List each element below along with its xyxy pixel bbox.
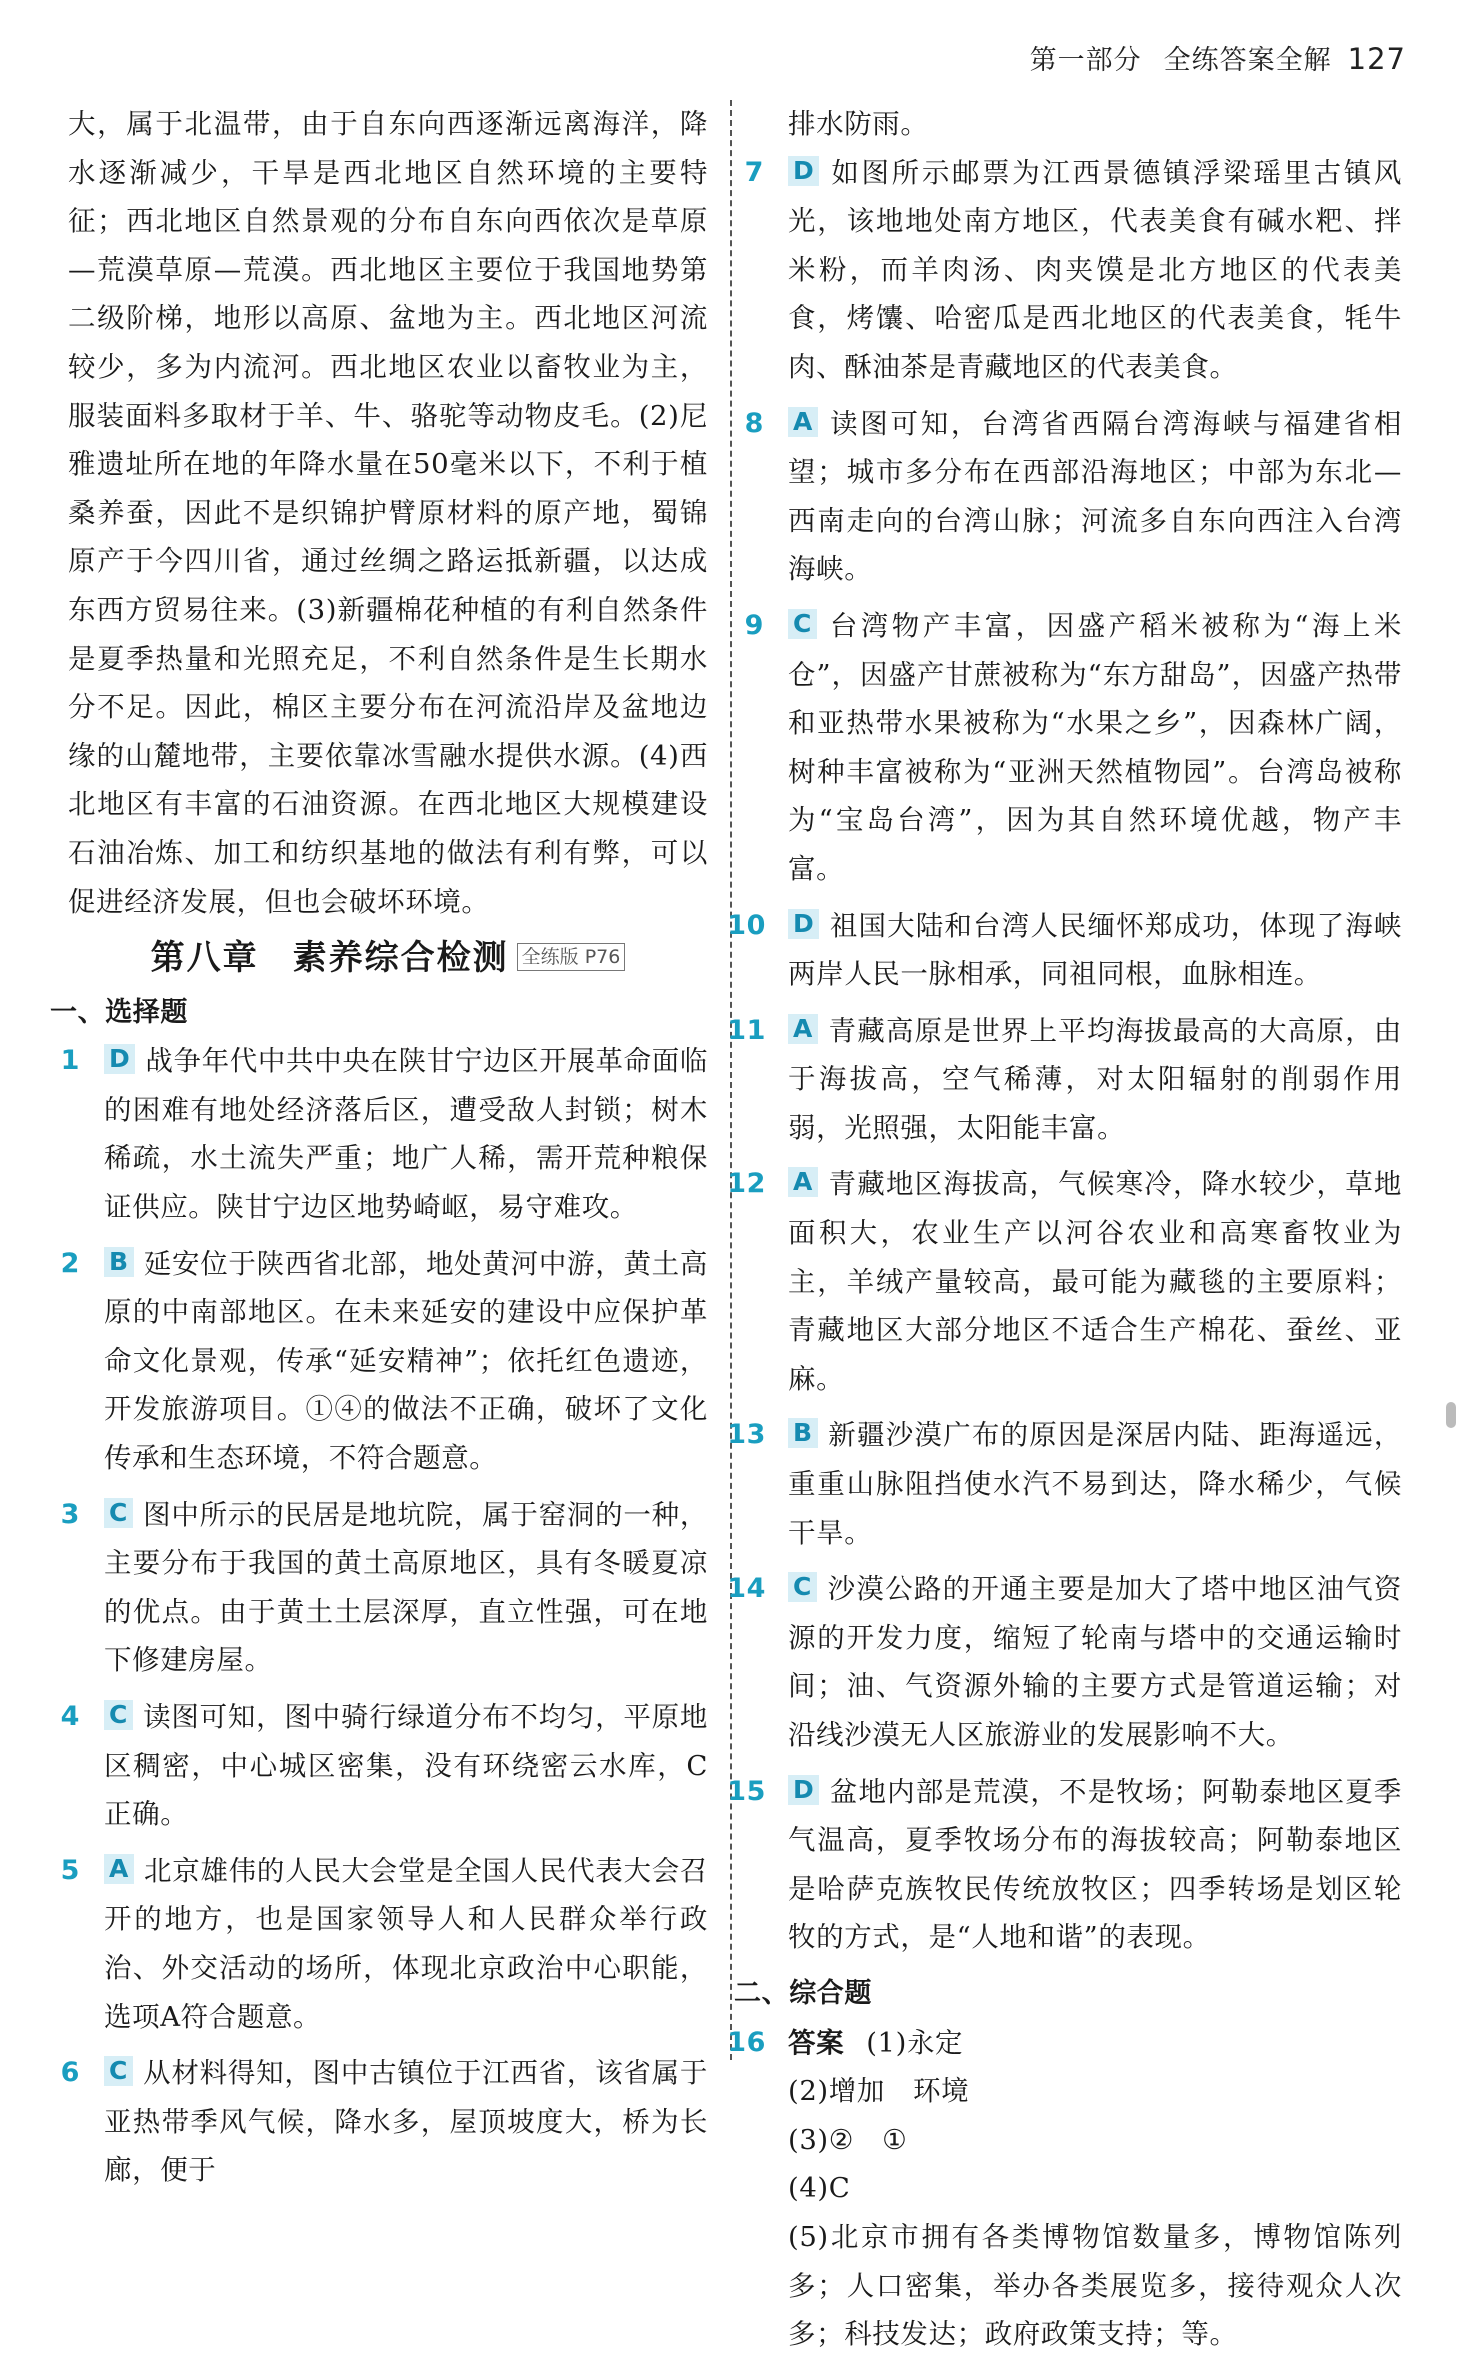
answer-explanation: 战争年代中共中央在陕甘宁边区开展革命面临的困难有地处经济落后区，遭受敌人封锁；树木稀疏，水土流失严重；地广人稀，需开荒种粮保证供应。陕甘宁边区地势崎岖，易守难攻。 [104,1045,708,1224]
answer-choice-badge: A [104,1854,134,1884]
right-column [727,100,1402,2359]
right-continuation-text: 排水防雨。 [788,108,929,140]
answer-explanation: 青藏高原是世界上平均海拔最高的大高原，由于海拔高，空气稀薄，对太阳辐射的削弱作用弱，光照强，太阳能丰富。 [788,1014,1402,1144]
question-number: 3 [60,1498,80,1530]
question-number: 6 [60,2057,80,2089]
q16-part-3: (3)② ① [788,2123,908,2156]
answer-choice-badge: A [788,1167,818,1197]
question-number: 4 [60,1701,80,1732]
page-edge-mark [1446,1402,1456,1428]
answer-item [60,1847,708,2041]
answer-item [60,1693,708,1839]
question-number: 7 [744,156,764,188]
chapter-heading [68,934,708,983]
page-number: 127 [1347,42,1406,76]
answer-item [60,1491,708,1685]
answer-explanation: 从材料得知，图中古镇位于江西省，该省属于亚热带季风气候，降水多，屋顶坡度大，桥为长廊，便于 [104,2057,708,2187]
answer-item [727,1160,1402,1403]
answer-item [744,602,1402,894]
header-title: 全练答案全解 [1163,45,1332,76]
answer-explanation: 如图所示邮票为江西景德镇浮梁瑶里古镇风光，该地地处南方地区，代表美食有碱水粑、拌米粉，而羊肉汤、肉夹馍是北方地区的代表美食，烤馕、哈密瓜是西北地区的代表美食，牦牛肉、酥油茶是青藏地区的代表美食。 [788,156,1402,383]
chapter-number: 第八章 [150,938,259,979]
answer-item [60,1240,708,1483]
question-16 [727,2019,1402,2068]
answer-item [60,1037,708,1231]
answer-choice-badge: C [104,1498,133,1528]
question-number: 13 [727,1419,766,1451]
question-number: 8 [744,407,764,439]
answer-choice-badge: D [788,1775,819,1805]
question-number: 9 [744,609,764,641]
answer-choice-badge: C [788,1572,817,1602]
header-part: 第一部分 [1029,45,1142,76]
question-number: 12 [727,1168,766,1200]
question-number: 2 [60,1247,80,1279]
answer-choice-badge: A [788,407,818,437]
answer-explanation: 延安位于陕西省北部，地处黄河中游，黄土高原的中南部地区。在未来延安的建设中应保护革命文化景观，传承“延安精神”；依托红色遗迹，开发旅游项目。①④的做法不正确，破坏了文化传承和生态环境，不符合题意。 [104,1247,708,1475]
q16-part-2: (2)增加 环境 [788,2075,970,2108]
question-number: 14 [727,1573,766,1605]
answer-choice-badge: D [788,156,819,186]
question-number: 5 [60,1854,80,1886]
answer-explanation: 读图可知，图中骑行绿道分布不均匀，平原地区稠密，中心城区密集，没有环绕密云水库，C正确。 [104,1701,708,1831]
question-number: 10 [727,909,766,941]
left-column [50,100,708,2203]
answer-choice-badge: D [104,1044,135,1074]
answer-item [744,400,1402,594]
chapter-name: 素养综合检测 [292,938,509,979]
chapter-reference-badge: 全练版 P76 [517,943,626,971]
answer-item [727,1768,1402,1962]
answer-item [727,1411,1402,1557]
page-header [1030,38,1406,77]
q16-part-5: (5)北京市拥有各类博物馆数量多，博物馆陈列多；人口密集，举办各类展览多，接待观众人次多；科技发达；政府政策支持；等。 [788,2220,1402,2351]
question-number: 1 [60,1045,80,1077]
answer-choice-badge: A [788,1014,818,1044]
answer-explanation: 沙漠公路的开通主要是加大了塔中地区油气资源的开发力度，缩短了轮南与塔中的交通运输时间；油、气资源外输的主要方式是管道运输；对沿线沙漠无人区旅游业的发展影响不大。 [788,1573,1402,1751]
answer-item [60,2049,708,2195]
answer-choice-badge: B [788,1418,818,1448]
answer-explanation: 台湾物产丰富，因盛产稻米被称为“海上米仓”，因盛产甘蔗被称为“东方甜岛”，因盛产热带和亚热带水果被称为“水果之乡”，因森林广阔，树种丰富被称为“亚洲天然植物园”。台湾岛被称为“宝岛台湾”，因为其自然环境优越，物产丰富。 [788,609,1402,885]
q16-part-1: (1)永定 [866,2026,964,2059]
answer-explanation: 青藏地区海拔高，气候寒冷，降水较少，草地面积大，农业生产以河谷农业和高寒畜牧业为主，羊绒产量较高，最可能为藏毯的主要原料；青藏地区大部分地区不适合生产棉花、蚕丝、亚麻。 [788,1168,1402,1395]
answer-choice-badge: C [104,1700,133,1730]
answer-choice-badge: C [104,2056,133,2086]
section-comprehensive-title: 二、综合题 [734,1977,872,2009]
answer-explanation: 新疆沙漠广布的原因是深居内陆、距海遥远，重重山脉阻挡使水汽不易到达，降水稀少，气候干旱。 [788,1419,1402,1549]
question-number: 15 [727,1775,766,1807]
q16-part-4: (4)C [788,2172,851,2205]
answer-explanation: 读图可知，台湾省西隔台湾海峡与福建省相望；城市多分布在西部沿海地区；中部为东北—西南走向的台湾山脉；河流多自东向西注入台湾海峡。 [788,407,1402,586]
answer-choice-badge: D [788,909,819,939]
answer-choice-badge: B [104,1247,134,1277]
answer-explanation: 图中所示的民居是地坑院，属于窑洞的一种，主要分布于我国的黄土高原地区，具有冬暖夏凉的优点。由于黄土土层深厚，直立性强，可在地下修建房屋。 [104,1498,708,1677]
answer-explanation: 盆地内部是荒漠，不是牧场；阿勒泰地区夏季气温高，夏季牧场分布的海拔较高；阿勒泰地区是哈萨克族牧民传统放牧区；四季转场是划区轮牧的方式，是“人地和谐”的表现。 [788,1775,1402,1954]
left-continuation-text: 大，属于北温带，由于自东向西逐渐远离海洋，降水逐渐减少，干旱是西北地区自然环境的主要特征；西北地区自然景观的分布自东向西依次是草原—荒漠草原—荒漠。西北地区主要位于我国地势第二级阶梯，地形以高原、盆地为主。西北地区河流较少，多为内流河。西北地区农业以畜牧业为主，服装面料多取材于羊、牛、骆驼等动物皮毛。(2)尼雅遗址所在地的年降水量在50毫米以下，不利于植桑养蚕，因此不是织锦护臂原材料的原产地，蜀锦原产于今四川省，通过丝绸之路运抵新疆，以达成东西方贸易往来。(3)新疆棉花种植的有利自然条件是夏季热量和光照充足，不利自然条件是生长期水分不足。因此，棉区主要分布在河流沿岸及盆地边缘的山麓地带，主要依靠冰雪融水提供水源。(4)西北地区有丰富的石油资源。在西北地区大规模建设石油冶炼、加工和纺织基地的做法有利有弊，可以促进经济发展，但也会破坏环境。 [68,108,708,918]
answer-label: 答案 [788,2026,845,2059]
section-choice-title: 一、选择题 [50,996,188,1028]
question-number: 11 [727,1014,766,1046]
answer-item [744,149,1402,392]
answer-item [727,902,1402,999]
answer-choice-badge: C [788,609,817,639]
answer-item [727,1007,1402,1153]
answer-explanation: 北京雄伟的人民大会堂是全国人民代表大会召开的地方，也是国家领导人和人民群众举行政治、外交活动的场所，体现北京政治中心职能，选项A符合题意。 [104,1854,708,2033]
answer-explanation: 祖国大陆和台湾人民缅怀郑成功，体现了海峡两岸人民一脉相承，同祖同根，血脉相连。 [788,909,1402,991]
column-divider [730,100,732,2060]
answer-item [727,1565,1402,1759]
question-number: 16 [727,2026,766,2058]
